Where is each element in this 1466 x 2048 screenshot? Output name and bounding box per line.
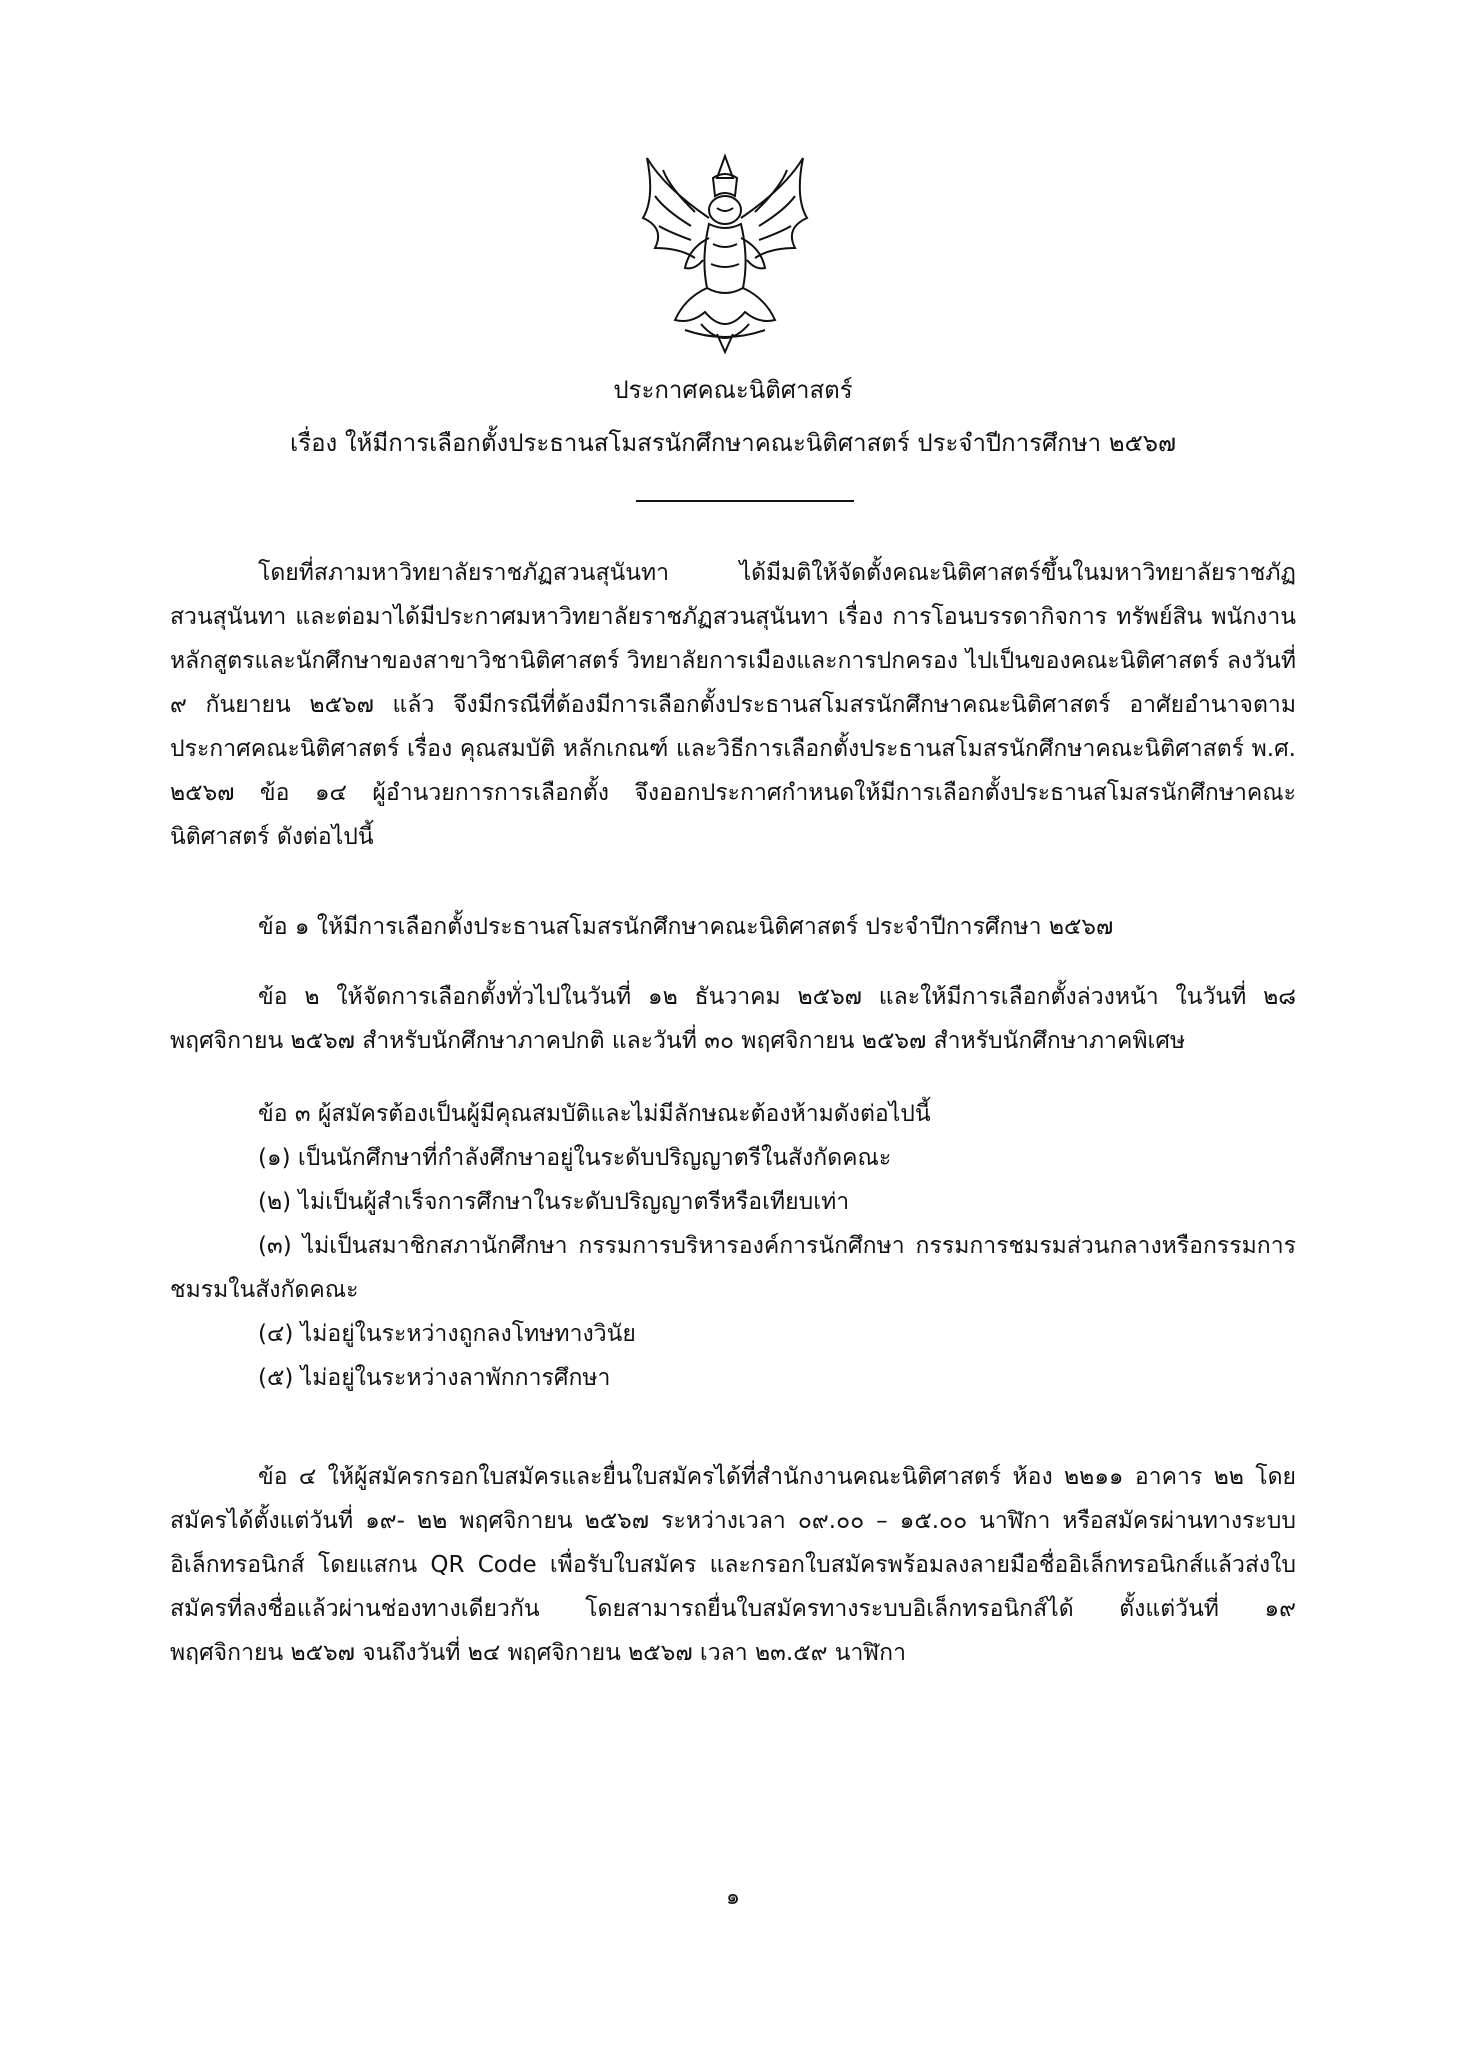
clause-3-heading: ข้อ ๓ ผู้สมัครต้องเป็นผู้มีคุณสมบัติและไม่มีลักษณะต้องห้ามดังต่อไปนี้ bbox=[258, 1101, 931, 1127]
clause-3-item-5: (๕) ไม่อยู่ในระหว่างลาพักการศึกษา bbox=[258, 1365, 611, 1391]
clause-2: ข้อ ๒ ให้จัดการเลือกตั้งทั่วไปในวันที่ ๑๒ ธันวาคม ๒๕๖๗ และให้มีการเลือกตั้งล่วงหน้า ในวันที่ ๒๘ พฤศจิกายน ๒๕๖๗ สำหรับนักศึกษาภาคปกติ และวันที่ ๓๐ พฤศจิกายน ๒๕๖๗ สำหรับนักศึกษาภาคพิเศษ bbox=[170, 984, 1296, 1054]
garuda-emblem-icon bbox=[625, 148, 825, 358]
preamble-paragraph: โดยที่สภามหาวิทยาลัยราชภัฏสวนสุนันทา ได้มีมติให้จัดตั้งคณะนิติศาสตร์ขึ้นในมหาวิทยาลัยราชภัฏสวนสุนันทา และต่อมาได้มีประกาศมหาวิทยาลัยราชภัฏสวนสุนันทา เรื่อง การโอนบรรดากิจการ ทรัพย์สิน พนักงาน หลักสูตรและนักศึกษาของสาขาวิชานิติศาสตร์ วิทยาลัยการเมืองและการปกครอง ไปเป็นของคณะนิติศาสตร์ ลงวันที่ ๙ กันยายน ๒๕๖๗ แล้ว จึงมีกรณีที่ต้องมีการเลือกตั้งประธานสโมสรนักศึกษาคณะนิติศาสตร์ อาศัยอำนาจตามประกาศคณะนิติศาสตร์ เรื่อง คุณสมบัติ หลักเกณฑ์ และวิธีการเลือกตั้งประธานสโมสรนักศึกษาคณะนิติศาสตร์ พ.ศ. ๒๕๖๗ ข้อ ๑๔ ผู้อำนวยการการเลือกตั้ง จึงออกประกาศกำหนดให้มีการเลือกตั้งประธานสโมสรนักศึกษาคณะนิติศาสตร์ ดังต่อไปนี้ bbox=[170, 560, 1296, 850]
clause-3-item-3: (๓) ไม่เป็นสมาชิกสภานักศึกษา กรรมการบริหารองค์การนักศึกษา กรรมการชมรมส่วนกลางหรือกรรมการชมรมในสังกัดคณะ bbox=[170, 1233, 1296, 1303]
clause-3-item-1: (๑) เป็นนักศึกษาที่กำลังศึกษาอยู่ในระดับปริญญาตรีในสังกัดคณะ bbox=[258, 1145, 892, 1171]
title-divider bbox=[636, 500, 854, 502]
announcement-title: ประกาศคณะนิติศาสตร์ bbox=[613, 376, 853, 404]
clause-1: ข้อ ๑ ให้มีการเลือกตั้งประธานสโมสรนักศึกษาคณะนิติศาสตร์ ประจำปีการศึกษา ๒๕๖๗ bbox=[258, 914, 1114, 940]
clause-3-item-4: (๔) ไม่อยู่ในระหว่างถูกลงโทษทางวินัย bbox=[258, 1321, 636, 1347]
clause-3-item-2: (๒) ไม่เป็นผู้สำเร็จการศึกษาในระดับปริญญาตรีหรือเทียบเท่า bbox=[258, 1189, 850, 1215]
page-number: ๑ bbox=[726, 1885, 740, 1910]
announcement-subject: เรื่อง ให้มีการเลือกตั้งประธานสโมสรนักศึกษาคณะนิติศาสตร์ ประจำปีการศึกษา ๒๕๖๗ bbox=[289, 429, 1177, 457]
clause-4: ข้อ ๔ ให้ผู้สมัครกรอกใบสมัครและยื่นใบสมัครได้ที่สำนักงานคณะนิติศาสตร์ ห้อง ๒๒๑๑ อาคาร ๒๒ โดยสมัครได้ตั้งแต่วันที่ ๑๙- ๒๒ พฤศจิกายน ๒๕๖๗ ระหว่างเวลา ๐๙.๐๐ – ๑๕.๐๐ นาฬิกา หรือสมัครผ่านทางระบบอิเล็กทรอนิกส์ โดยแสกน QR Code เพื่อรับใบสมัคร และกรอกใบสมัครพร้อมลงลายมือชื่ออิเล็กทรอนิกส์แล้วส่งใบสมัครที่ลงชื่อแล้วผ่านช่องทางเดียวกัน โดยสามารถยื่นใบสมัครทางระบบอิเล็กทรอนิกส์ได้ ตั้งแต่วันที่ ๑๙ พฤศจิกายน ๒๕๖๗ จนถึงวันที่ ๒๔ พฤศจิกายน ๒๕๖๗ เวลา ๒๓.๕๙ นาฬิกา bbox=[170, 1464, 1296, 1666]
